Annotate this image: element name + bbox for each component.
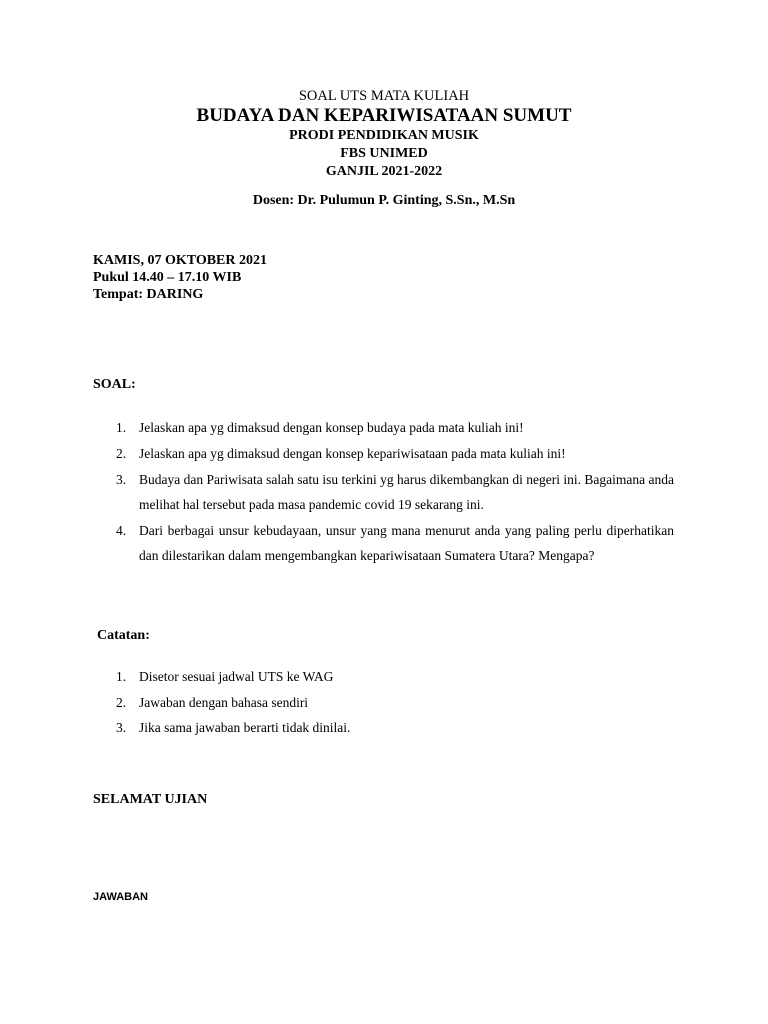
question-text: Jelaskan apa yg dimaksud dengan konsep budaya pada mata kuliah ini!	[139, 420, 524, 435]
header-course-title: BUDAYA DAN KEPARIWISATAAN SUMUT	[196, 105, 572, 126]
question-number: 4.	[116, 523, 127, 538]
notes-list	[94, 664, 674, 741]
note-text: Disetor sesuai jadwal UTS ke WAG	[139, 669, 334, 684]
header-program: PRODI PENDIDIKAN MUSIK	[289, 128, 479, 143]
closing-text: SELAMAT UJIAN	[93, 792, 208, 807]
question-number: 1.	[116, 420, 127, 435]
notes-heading: Catatan:	[97, 628, 150, 643]
question-number: 2.	[116, 446, 127, 461]
answer-label: JAWABAN	[93, 891, 149, 903]
note-item	[94, 664, 674, 690]
questions-list	[94, 415, 674, 569]
question-item	[94, 441, 674, 466]
question-item	[94, 518, 674, 568]
header-faculty: FBS UNIMED	[340, 146, 428, 161]
question-text: Jelaskan apa yg dimaksud dengan konsep kepariwisataan pada mata kuliah ini!	[139, 446, 566, 461]
note-number: 1.	[116, 669, 127, 684]
note-number: 2.	[116, 694, 127, 710]
document-header	[0, 87, 768, 181]
exam-date: KAMIS, 07 OKTOBER 2021	[93, 253, 267, 268]
note-text: Jika sama jawaban berarti tidak dinilai.	[139, 720, 351, 735]
exam-place: Tempat: DARING	[93, 287, 204, 302]
question-item	[94, 467, 674, 517]
lecturer-name: Dosen: Dr. Pulumun P. Ginting, S.Sn., M.Sn	[252, 193, 516, 208]
question-text: Budaya dan Pariwisata salah satu isu terkini yg harus dikembangkan di negeri ini. Bagaimana anda melihat hal tersebut pada masa pandemic covid 19 sekarang ini.	[139, 472, 674, 512]
note-item	[94, 715, 674, 741]
note-item	[94, 690, 674, 716]
exam-info	[93, 252, 267, 303]
question-item	[94, 415, 674, 440]
question-number: 3.	[116, 472, 127, 487]
question-text: Dari berbagai unsur kebudayaan, unsur yang mana menurut anda yang paling perlu diperhatikan dan dilestarikan dalam mengembangkan kepariwisataan Sumatera Utara? Mengapa?	[139, 523, 674, 563]
questions-heading: SOAL:	[93, 377, 136, 392]
exam-time: Pukul 14.40 – 17.10 WIB	[93, 270, 242, 285]
header-semester: GANJIL 2021-2022	[325, 164, 443, 179]
header-line-exam: SOAL UTS MATA KULIAH	[298, 88, 470, 104]
note-text: Jawaban dengan bahasa sendiri	[139, 694, 309, 710]
note-number: 3.	[116, 720, 127, 735]
